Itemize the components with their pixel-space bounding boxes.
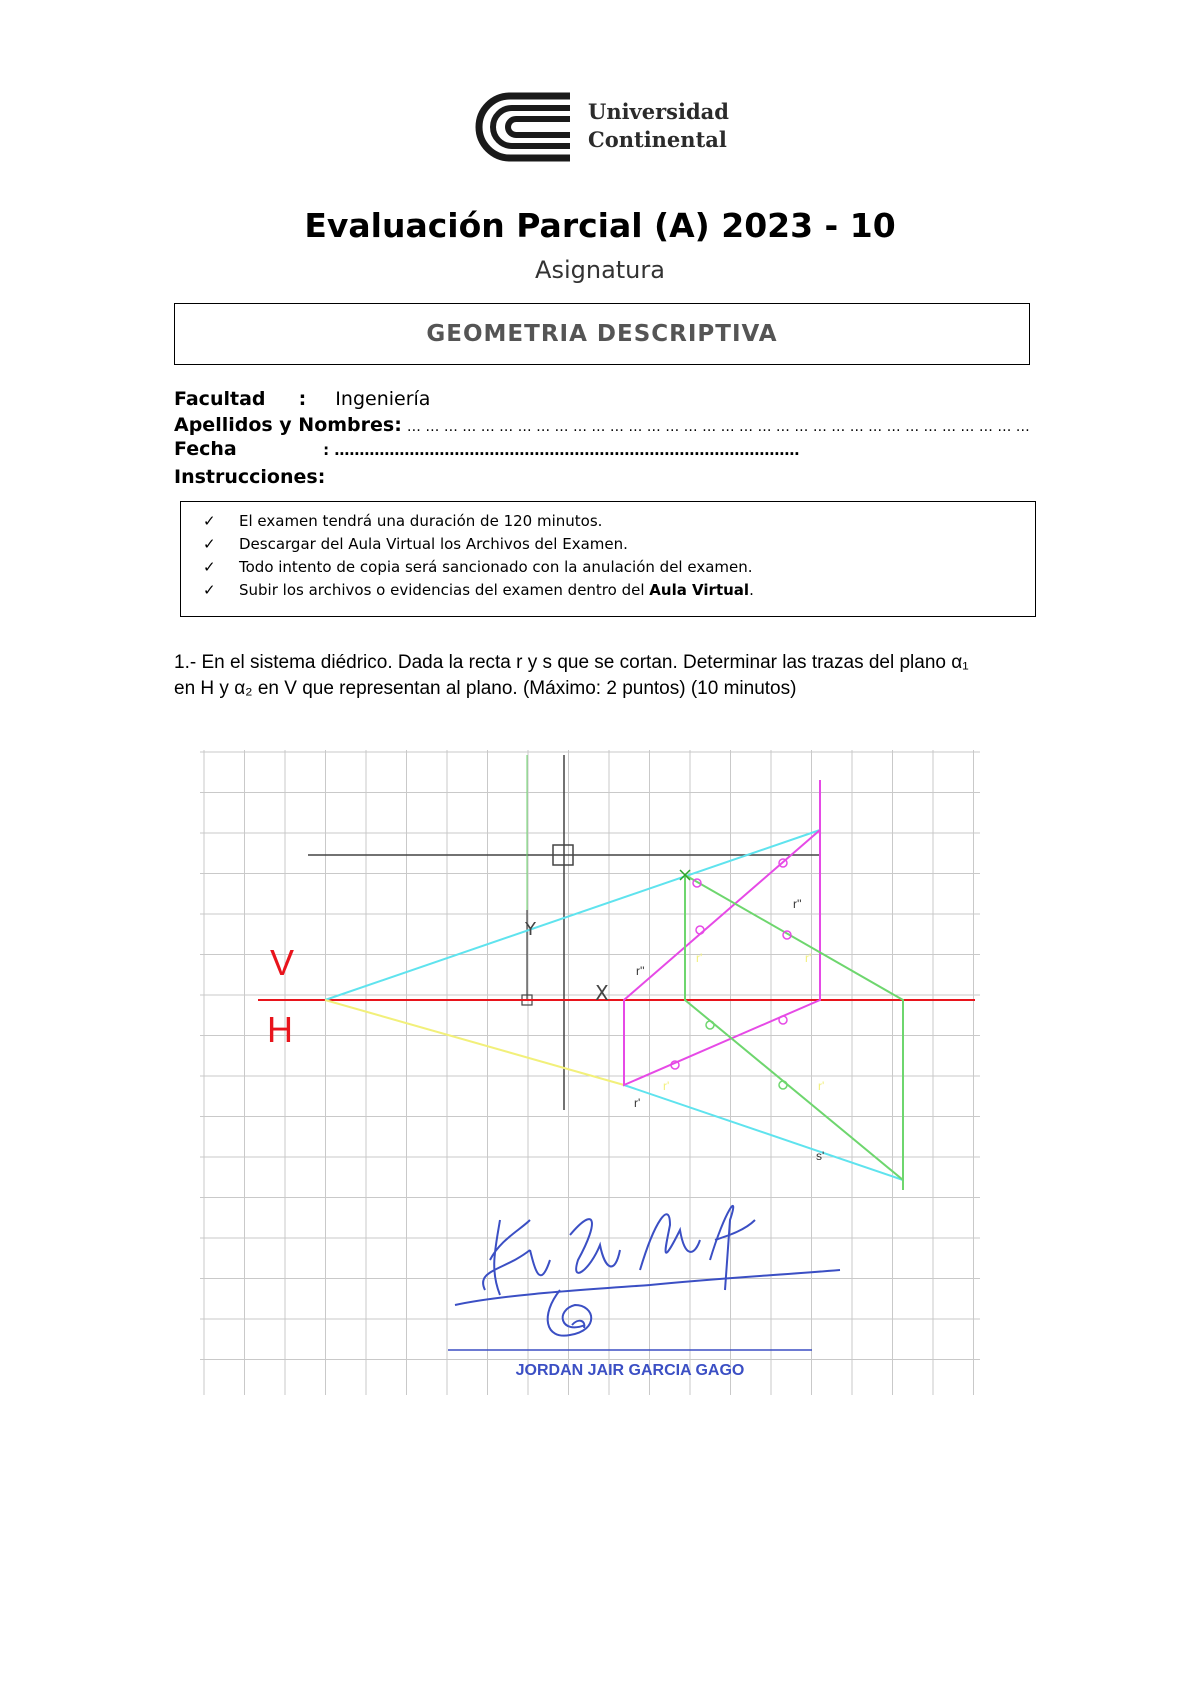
fecha-label: Fecha: [174, 438, 237, 460]
label-yellow-r1: r': [696, 951, 703, 965]
label-y: Y: [525, 919, 536, 940]
logo-line1: Universidad: [588, 99, 729, 124]
cyan-trace-horizontal: [624, 1085, 903, 1180]
instruction-text: El examen tendrá una duración de 120 minutos.: [239, 512, 603, 530]
label-r-double-prime-2: r'': [636, 964, 645, 978]
point-marker: [706, 1021, 714, 1029]
instruction-item: [203, 510, 1035, 533]
fecha-row: [174, 438, 799, 460]
signature-image: [455, 1206, 840, 1336]
instruction-item: [203, 556, 1035, 579]
checkmark-icon: ✓: [203, 535, 216, 553]
signature-name: JORDAN JAIR GARCIA GAGO: [515, 1362, 745, 1379]
question-1-line2: en H y α₂ en V que representan al plano. (Máximo: 2 puntos) (10 minutos): [174, 678, 797, 699]
facultad-row: [174, 388, 430, 410]
label-r-prime: r': [634, 1096, 641, 1110]
course-box: [174, 303, 1030, 365]
question-1-line1: 1.- En el sistema diédrico. Dada la recta r y s que se cortan. Determinar las trazas del plano α₁: [174, 652, 969, 673]
label-v: V: [270, 942, 295, 983]
apellidos-row: [174, 414, 1030, 436]
checkmark-icon: ✓: [203, 558, 216, 576]
course-name: GEOMETRIA DESCRIPTIVA: [426, 321, 778, 347]
label-r-double-prime: r'': [793, 897, 802, 911]
page-subtitle: Asignatura: [535, 256, 665, 284]
university-logo: [470, 92, 750, 162]
label-s-prime: s': [816, 1149, 825, 1163]
instruction-text: Subir los archivos o evidencias del examen dentro del: [239, 581, 650, 599]
label-yellow-r2: r': [805, 951, 812, 965]
logo-text: [588, 98, 729, 154]
instruction-tail: .: [749, 581, 754, 599]
dihedral-diagram: [200, 750, 980, 1395]
checkmark-icon: ✓: [203, 581, 216, 599]
apellidos-value: … … … … … … … … … … … … … … … … … … … … … … … … … … … … … … … … … …: [406, 419, 1030, 435]
label-h: H: [267, 1009, 293, 1050]
grid: [200, 750, 980, 1395]
yellow-trace: [325, 1000, 624, 1085]
logo-emblem-icon: [470, 92, 580, 162]
facultad-value: Ingeniería: [335, 388, 431, 410]
instruction-text: Todo intento de copia será sancionado con la anulación del examen.: [239, 558, 753, 576]
label-yellow-r4: r': [818, 1079, 825, 1093]
instructions-box: [180, 501, 1036, 617]
question-1: [174, 650, 1044, 702]
instrucciones-label: Instrucciones:: [174, 466, 326, 488]
instrucciones-row: [174, 466, 325, 488]
point-marker: [779, 1016, 787, 1024]
instruction-bold: Aula Virtual: [649, 581, 750, 599]
label-yellow-r3: r': [663, 1079, 670, 1093]
fecha-value: : …………………………………………………………………………………: [323, 441, 800, 459]
instruction-item: [203, 533, 1035, 556]
logo-line2: Continental: [588, 127, 727, 152]
checkmark-icon: ✓: [203, 512, 216, 530]
apellidos-label: Apellidos y Nombres:: [174, 414, 402, 436]
facultad-label: Facultad: [174, 388, 266, 410]
page-title: Evaluación Parcial (A) 2023 - 10: [304, 206, 896, 245]
label-x: X: [595, 981, 609, 1005]
facultad-separator: :: [298, 388, 307, 410]
instruction-item: [203, 579, 1035, 602]
instruction-text: Descargar del Aula Virtual los Archivos del Examen.: [239, 535, 628, 553]
